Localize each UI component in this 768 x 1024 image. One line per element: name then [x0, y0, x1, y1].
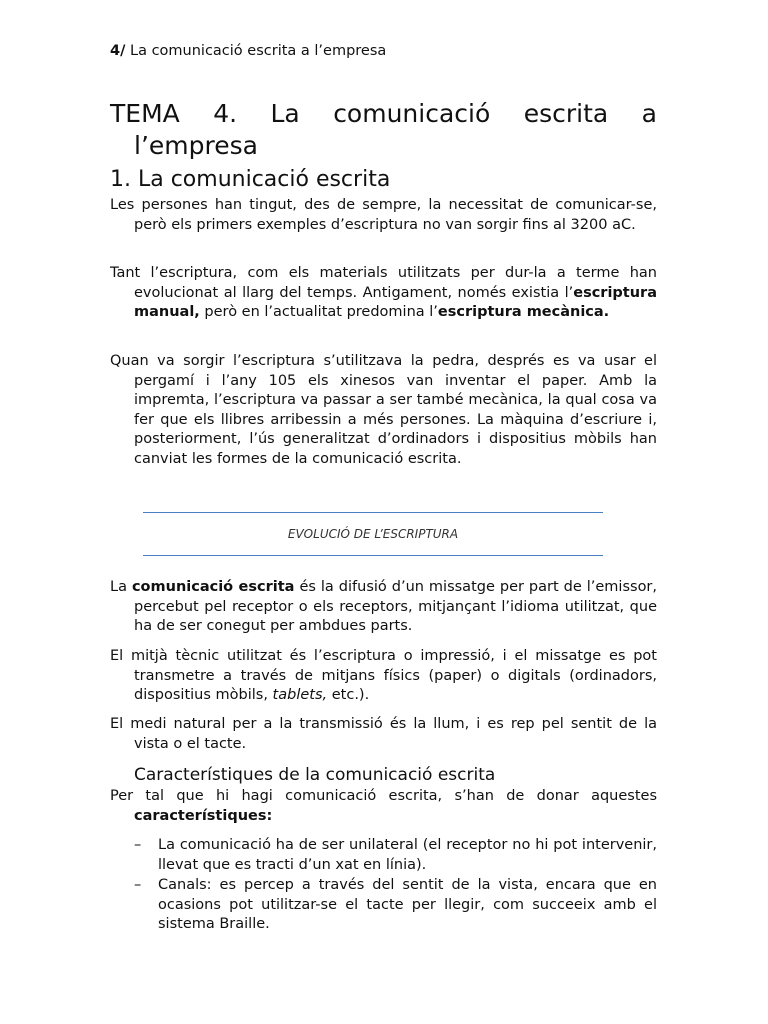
paragraph-2-bold-manual: escriptura manual, [134, 284, 657, 321]
running-header [110, 43, 386, 59]
paragraph-2-bold-mecanica: escriptura mecànica. [437, 304, 610, 321]
paragraph-5 [110, 647, 657, 706]
page-title-line-2: l’empresa [134, 131, 258, 160]
list-item-text: Canals: es percep a través del sentit de la vista, encara que en ocasions pot utilitzar-se el tacte per llegir, com succeeix amb el sistema Braille. [158, 877, 657, 933]
paragraph-4 [110, 578, 657, 637]
paragraph-4-text-c: és la difusió d’un missatge per part de l’emissor, percebut pel receptor o els receptors, mitjançant l’idioma utilitzat, que ha de ser conegut per ambdues parts. [134, 579, 658, 635]
paragraph-2-text-c: però en l’actualitat predomina l’ [199, 304, 438, 321]
paragraph-1: Les persones han tingut, des de sempre, la necessitat de comunicar-se, però els primers exemples d’escriptura no van sorgir fins al 3200 aC. [110, 197, 657, 233]
list-item [134, 876, 657, 935]
subsection-heading: Característiques de la comunicació escrita [134, 765, 496, 785]
paragraph-7-bold-caracteristiques: característiques: [134, 807, 273, 824]
paragraph-7 [110, 787, 657, 826]
figure-caption: EVOLUCIÓ DE L’ESCRIPTURA [287, 527, 459, 541]
paragraph-5-text-c: etc.). [327, 687, 370, 704]
page-title [110, 98, 657, 162]
chapter-title: La comunicació escrita a l’empresa [125, 43, 387, 59]
chapter-number: 4/ [110, 43, 126, 59]
list-item [134, 836, 657, 875]
paragraph-2 [110, 264, 657, 323]
paragraph-5-italic-tablets: tablets, [272, 687, 328, 704]
paragraph-2-text-a: Tant l’escriptura, com els materials utilitzats per dur-la a terme han evolucionat al llarg del temps. Antigament, només existia l’ [110, 265, 657, 301]
section-heading: 1. La comunicació escrita [110, 167, 391, 192]
caption-top-rule [143, 512, 603, 513]
paragraph-6: El medi natural per a la transmissió és la llum, i es rep pel sentit de la vista o el tacte. [110, 716, 657, 752]
paragraph-7-text-a: Per tal que hi hagi comunicació escrita, s’han de donar aquestes [110, 788, 657, 804]
list-dash: – [134, 837, 142, 853]
list-dash: – [134, 877, 142, 893]
paragraph-3: Quan va sorgir l’escriptura s’utilitzava la pedra, després es va usar el pergamí i l’any 105 els xinesos van inventar el paper. Amb la impremta, l’escriptura va passar a ser també mecànica, la qual cosa va fer que els llibres arribessin a més persones. La màquina d’escriure i, posteriorment, l’ús generalitzat d’ordinadors i dispositius mòbils han canviat les formes de la comunicació escrita. [110, 353, 657, 467]
page-title-line-1: TEMA 4. La comunicació escrita a [110, 99, 657, 128]
paragraph-5-text-a: El mitjà tècnic utilitzat és l’escriptura o impressió, i el missatge es pot transmetre a través de mitjans físics (paper) o digitals (ordinadors, dispositius mòbils, [110, 648, 657, 704]
caption-bottom-rule [143, 555, 603, 556]
list-item-text: La comunicació ha de ser unilateral (el receptor no hi pot intervenir, llevat que es tracti d’un xat en línia). [158, 837, 657, 873]
paragraph-4-text-a: La [110, 579, 132, 595]
paragraph-4-bold-term: comunicació escrita [131, 579, 295, 595]
figure-caption-box [143, 512, 603, 556]
